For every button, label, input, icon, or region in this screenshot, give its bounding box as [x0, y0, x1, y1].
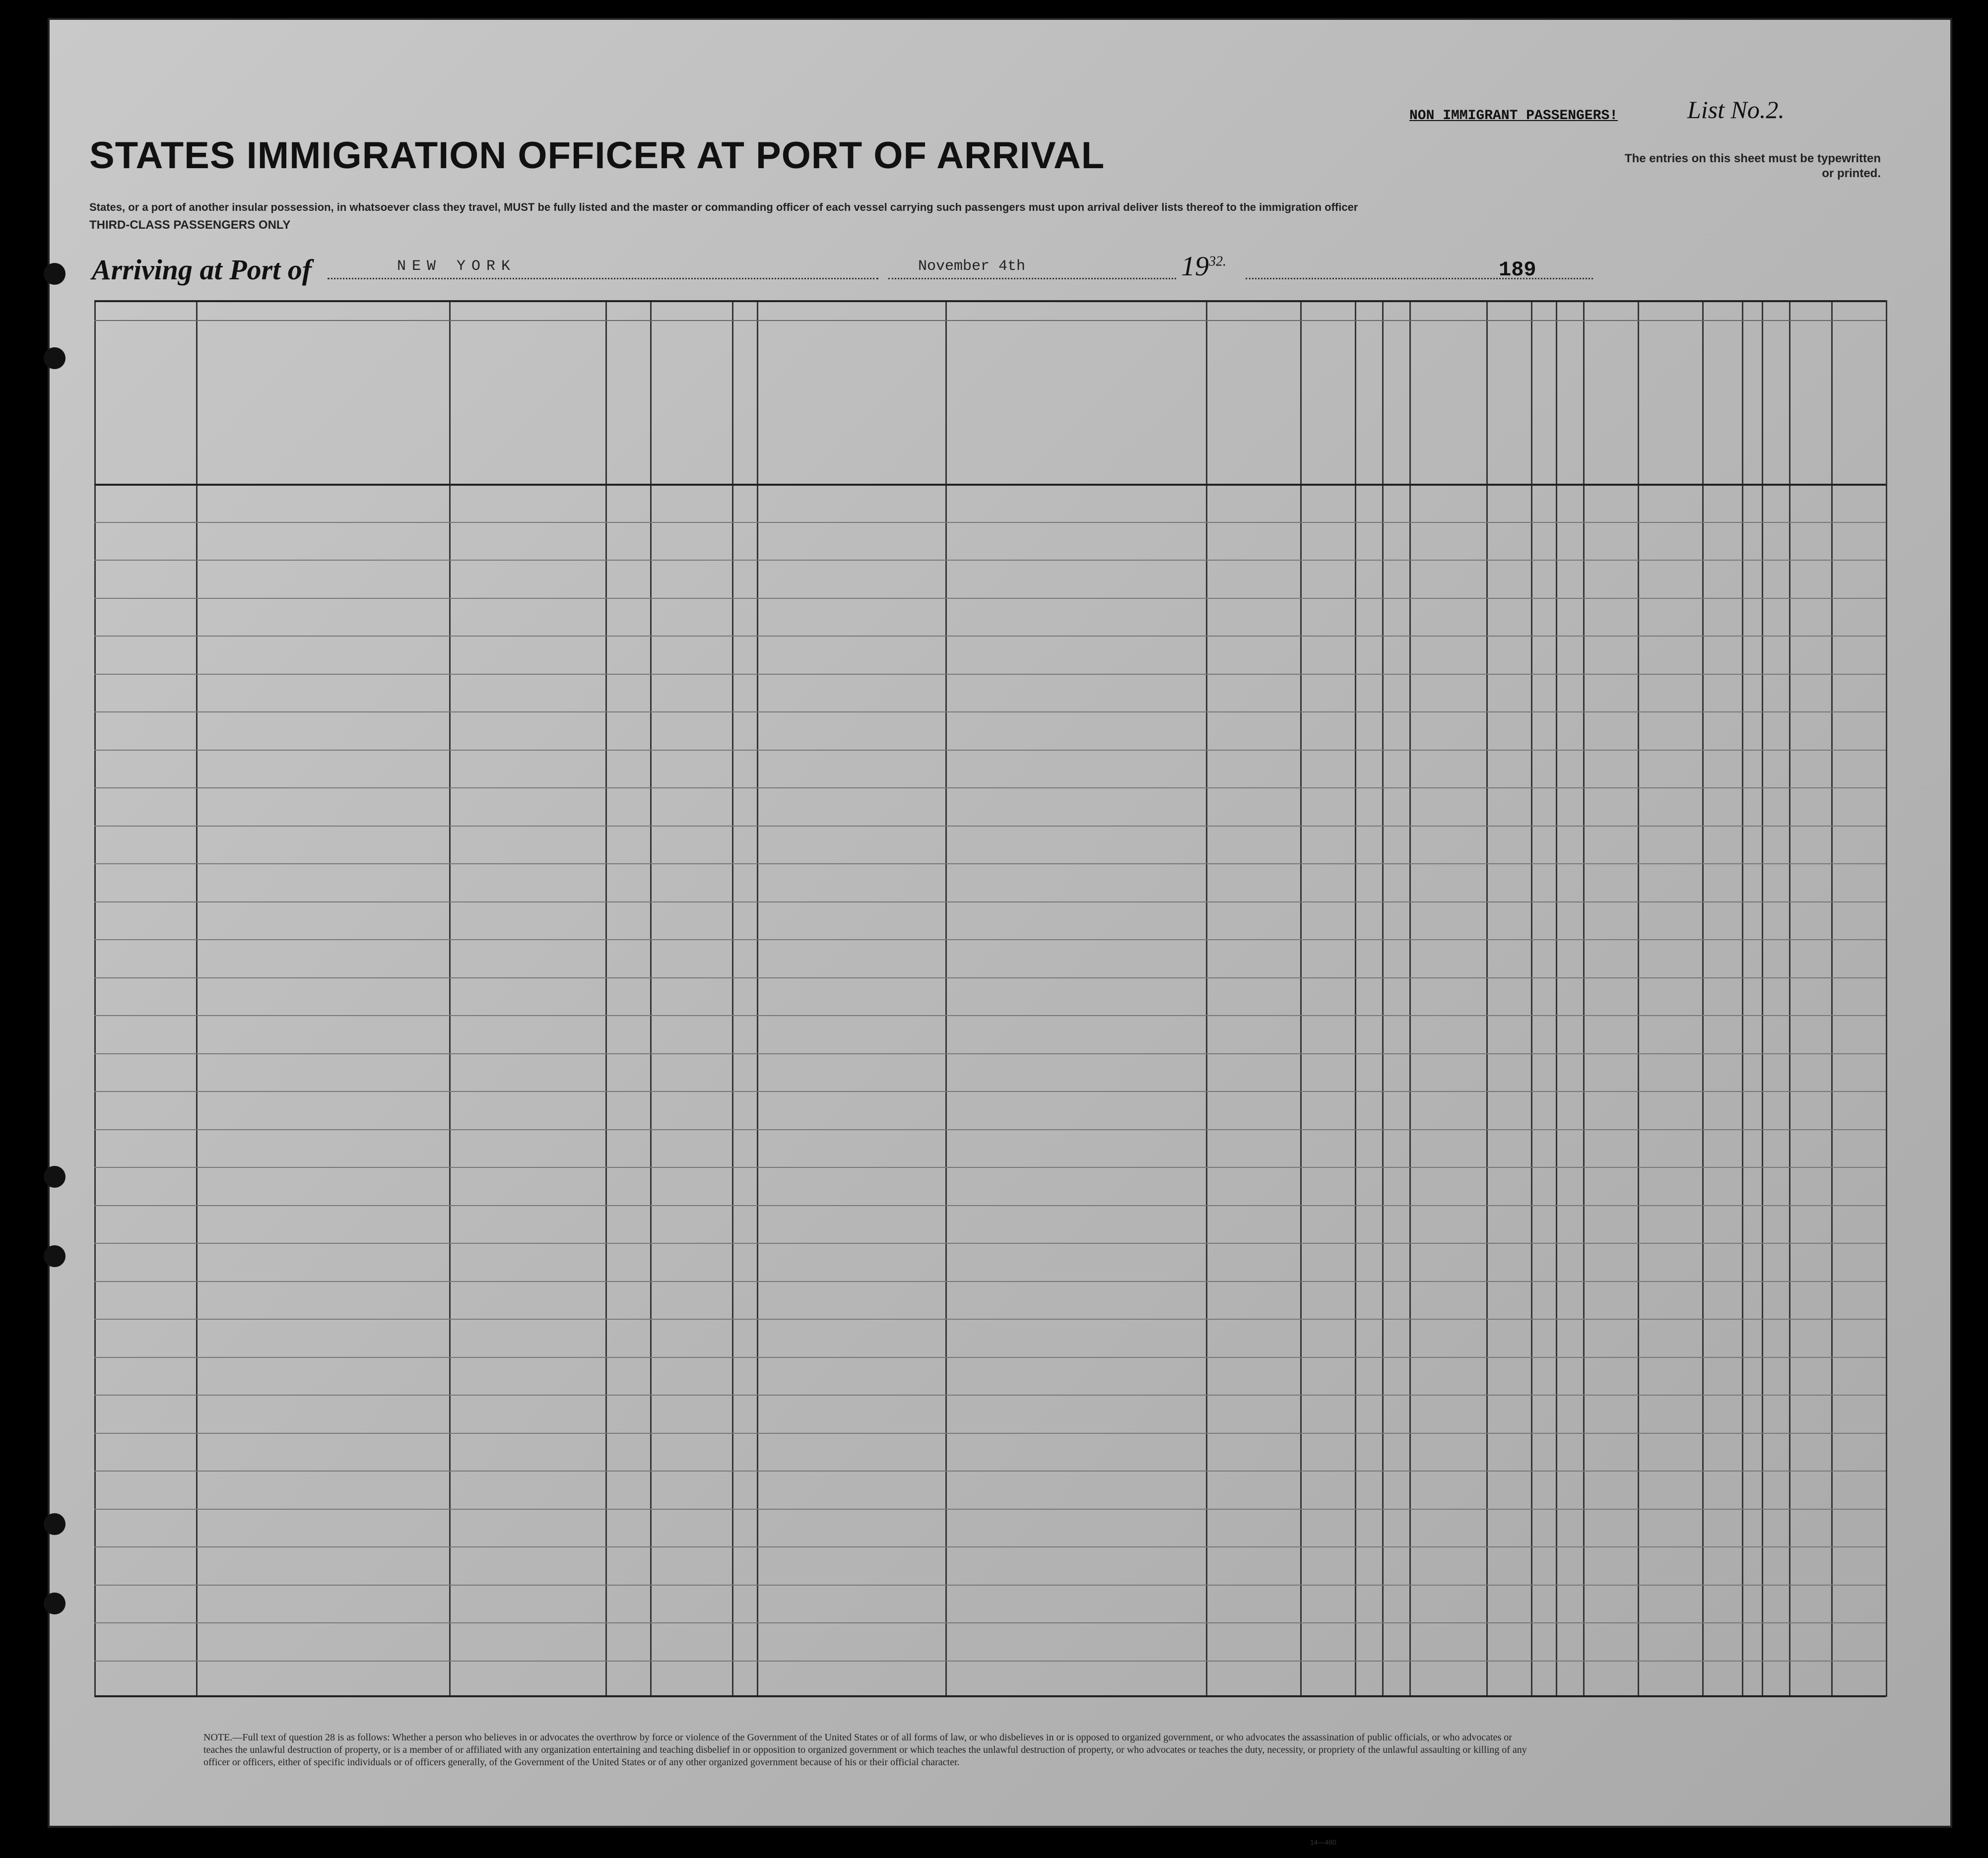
row-rule [94, 750, 1886, 751]
row-rule [94, 674, 1886, 675]
port-value: NEW YORK [397, 258, 517, 275]
row-rule [94, 1243, 1886, 1244]
punch-hole [44, 263, 66, 285]
column-rule [1556, 300, 1557, 1697]
port-line [328, 278, 878, 279]
column-rule [94, 300, 96, 1697]
column-rule [1300, 300, 1302, 1697]
row-rule [94, 939, 1886, 940]
column-number-rule [94, 320, 1886, 321]
row-rule [94, 1205, 1886, 1206]
row-rule [94, 636, 1886, 637]
row-rule [94, 863, 1886, 864]
class-line: THIRD-CLASS PASSENGERS ONLY [89, 218, 291, 232]
row-rule [94, 826, 1886, 827]
row-rule [94, 787, 1886, 788]
row-rule [94, 1395, 1886, 1396]
row-rule [94, 484, 1886, 485]
instruction-line: States, or a port of another insular possession, in whatsoever class they travel, MUST be fully listed and the master or commanding officer of each vessel carrying such passengers must upon arrival deliver lists thereof to the immigration officer [89, 201, 1358, 213]
row-rule [94, 1509, 1886, 1510]
row-rule [94, 1357, 1886, 1358]
punch-hole [44, 1245, 66, 1267]
column-rule [1762, 300, 1763, 1697]
row-rule [94, 1015, 1886, 1016]
column-rule [1831, 300, 1833, 1697]
row-rule [94, 1053, 1886, 1054]
column-rule [650, 300, 652, 1697]
entries-note: The entries on this sheet must be typewritten or printed. [1624, 152, 1881, 180]
page-number: 189 [1499, 258, 1536, 282]
punch-hole [44, 347, 66, 369]
year-suffix: 32. [1209, 254, 1226, 269]
column-rule [1409, 300, 1411, 1697]
date-line [888, 278, 1176, 279]
row-rule [94, 1622, 1886, 1623]
column-rule [1531, 300, 1532, 1697]
column-rule [1789, 300, 1790, 1697]
non-immigrant-label: NON IMMIGRANT PASSENGERS! [1409, 108, 1618, 124]
row-rule [94, 977, 1886, 978]
year-value [1181, 251, 1226, 282]
row-rule [94, 1433, 1886, 1434]
column-rule [1702, 300, 1704, 1697]
arriving-label: Arriving at Port of [92, 254, 312, 286]
row-rule [94, 1167, 1886, 1168]
punch-hole [44, 1513, 66, 1535]
year-line [1246, 278, 1593, 279]
column-rule [1886, 300, 1887, 1697]
column-rule [1206, 300, 1207, 1697]
row-rule [94, 1319, 1886, 1320]
row-rule [94, 1091, 1886, 1092]
list-number: List No.2. [1687, 96, 1785, 124]
column-rule [945, 300, 947, 1697]
column-rule [732, 300, 733, 1697]
date-value: November 4th [918, 258, 1026, 275]
manifest-page [50, 20, 1950, 1846]
row-rule [94, 1129, 1886, 1130]
row-rule [94, 1281, 1886, 1282]
column-rule [1382, 300, 1384, 1697]
column-rule [1355, 300, 1356, 1697]
row-rule [94, 901, 1886, 902]
column-rule [757, 300, 758, 1697]
form-number: 14—480 [1310, 1838, 1336, 1846]
row-rule [94, 1585, 1886, 1586]
row-rule [94, 598, 1886, 599]
page-title: STATES IMMIGRATION OFFICER AT PORT OF ARRIVAL [89, 134, 1105, 177]
column-rule [449, 300, 451, 1697]
manifest-table [94, 300, 1886, 1697]
year-prefix: 19 [1181, 251, 1209, 282]
column-rule [1742, 300, 1743, 1697]
column-rule [196, 300, 198, 1697]
column-rule [1486, 300, 1488, 1697]
row-rule [94, 1661, 1886, 1662]
row-rule [94, 522, 1886, 523]
table-bottom-rule [94, 1695, 1886, 1697]
header-top-rule [94, 300, 1886, 302]
row-rule [94, 1546, 1886, 1547]
footnote: NOTE.—Full text of question 28 is as follows: Whether a person who believes in or advocates the overthrow by force or violence of the Government of the United States or of all forms of law, or who disbelieves in or is opposed to organized government, or who advocates the assassination of public officials, or who advocates or teaches the unlawful destruction of property, or is a member of or affiliated with any organization entertaining and teaching disbelief in or opposition to organized government or which teaches the unlawful destruction of property, or who advocates or teaches the duty, necessity, or propriety of the unlawful assaulting or killing of any officer or officers, either of specific individuals or of officers generally, of the Government of the United States or of any other organized government because of his or their official character. [203, 1732, 1527, 1768]
column-rule [1583, 300, 1585, 1697]
row-rule [94, 711, 1886, 712]
punch-hole [44, 1593, 66, 1614]
row-rule [94, 1471, 1886, 1472]
punch-hole [44, 1166, 66, 1188]
column-rule [605, 300, 607, 1697]
row-rule [94, 560, 1886, 561]
column-rule [1638, 300, 1639, 1697]
